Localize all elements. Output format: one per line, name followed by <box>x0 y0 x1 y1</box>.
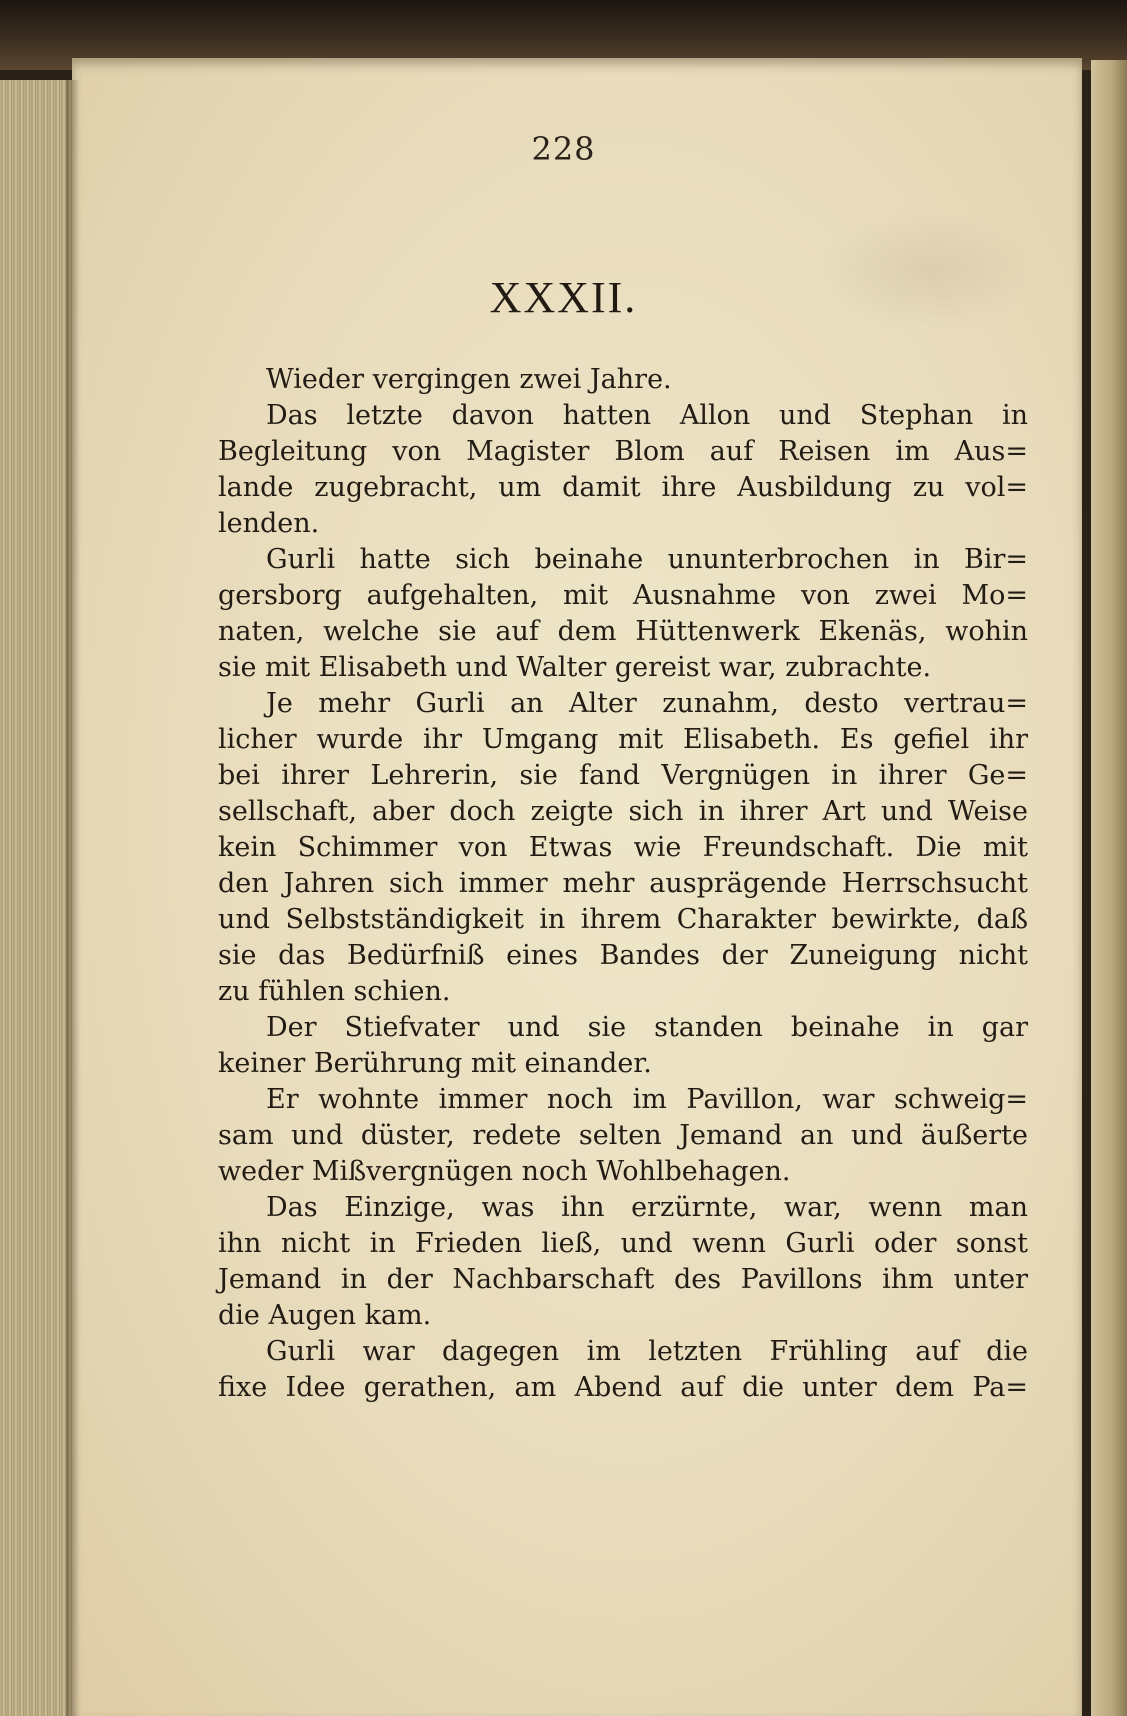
text-line: den Jahren sich immer mehr ausprägende Herrschsucht <box>218 868 1028 899</box>
text-line: Er wohnte immer noch im Pavillon, war schweig= <box>266 1084 1028 1115</box>
text-line: Gurli war dagegen im letzten Frühling auf die <box>266 1336 1028 1367</box>
text-line: bei ihrer Lehrerin, sie fand Vergnügen in ihrer Ge= <box>218 760 1028 791</box>
text-line: licher wurde ihr Umgang mit Elisabeth. Es gefiel ihr <box>218 724 1028 755</box>
text-line: Wieder vergingen zwei Jahre. <box>266 364 672 395</box>
text-line: Das Einzige, was ihn erzürnte, war, wenn man <box>266 1192 1028 1223</box>
text-line: Jemand in der Nachbarschaft des Pavillons ihm unter <box>218 1264 1028 1295</box>
text-line: Je mehr Gurli an Alter zunahm, desto vertrau= <box>266 688 1028 719</box>
text-line: keiner Berührung mit einander. <box>218 1048 652 1079</box>
text-line: lande zugebracht, um damit ihre Ausbildung zu vol= <box>218 472 1028 503</box>
chapter-heading: XXXII. <box>489 273 638 322</box>
page-number: 228 <box>531 130 596 168</box>
text-line: sellschaft, aber doch zeigte sich in ihrer Art und Weise <box>218 796 1028 827</box>
text-line: die Augen kam. <box>218 1300 432 1331</box>
text-line: weder Mißvergnügen noch Wohlbehagen. <box>218 1156 791 1187</box>
text-line: sie das Bedürfniß eines Bandes der Zuneigung nicht <box>218 940 1028 971</box>
gutter-shadow <box>66 80 80 1716</box>
text-line: Der Stiefvater und sie standen beinahe in gar <box>266 1012 1028 1043</box>
text-line: sie mit Elisabeth und Walter gereist war, zubrachte. <box>218 652 932 683</box>
text-line: Das letzte davon hatten Allon und Stephan in <box>266 400 1028 431</box>
text-line: und Selbstständigkeit in ihrem Charakter bewirkte, daß <box>218 904 1028 935</box>
text-line: fixe Idee gerathen, am Abend auf die unter dem Pa= <box>218 1372 1028 1403</box>
text-line: Begleitung von Magister Blom auf Reisen im Aus= <box>218 436 1028 467</box>
text-line: lenden. <box>218 508 320 539</box>
text-line: sam und düster, redete selten Jemand an und äußerte <box>218 1120 1028 1151</box>
text-line: gersborg aufgehalten, mit Ausnahme von zwei Mo= <box>218 580 1028 611</box>
text-line: ihn nicht in Frieden ließ, und wenn Gurli oder sonst <box>218 1228 1028 1259</box>
text-line: zu fühlen schien. <box>218 976 451 1007</box>
text-line: kein Schimmer von Etwas wie Freundschaft. Die mit <box>218 832 1028 863</box>
text-line: Gurli hatte sich beinahe ununterbrochen in Bir= <box>266 544 1028 575</box>
body-text <box>218 362 1028 1406</box>
text-line: naten, welche sie auf dem Hüttenwerk Ekenäs, wohin <box>218 616 1028 647</box>
